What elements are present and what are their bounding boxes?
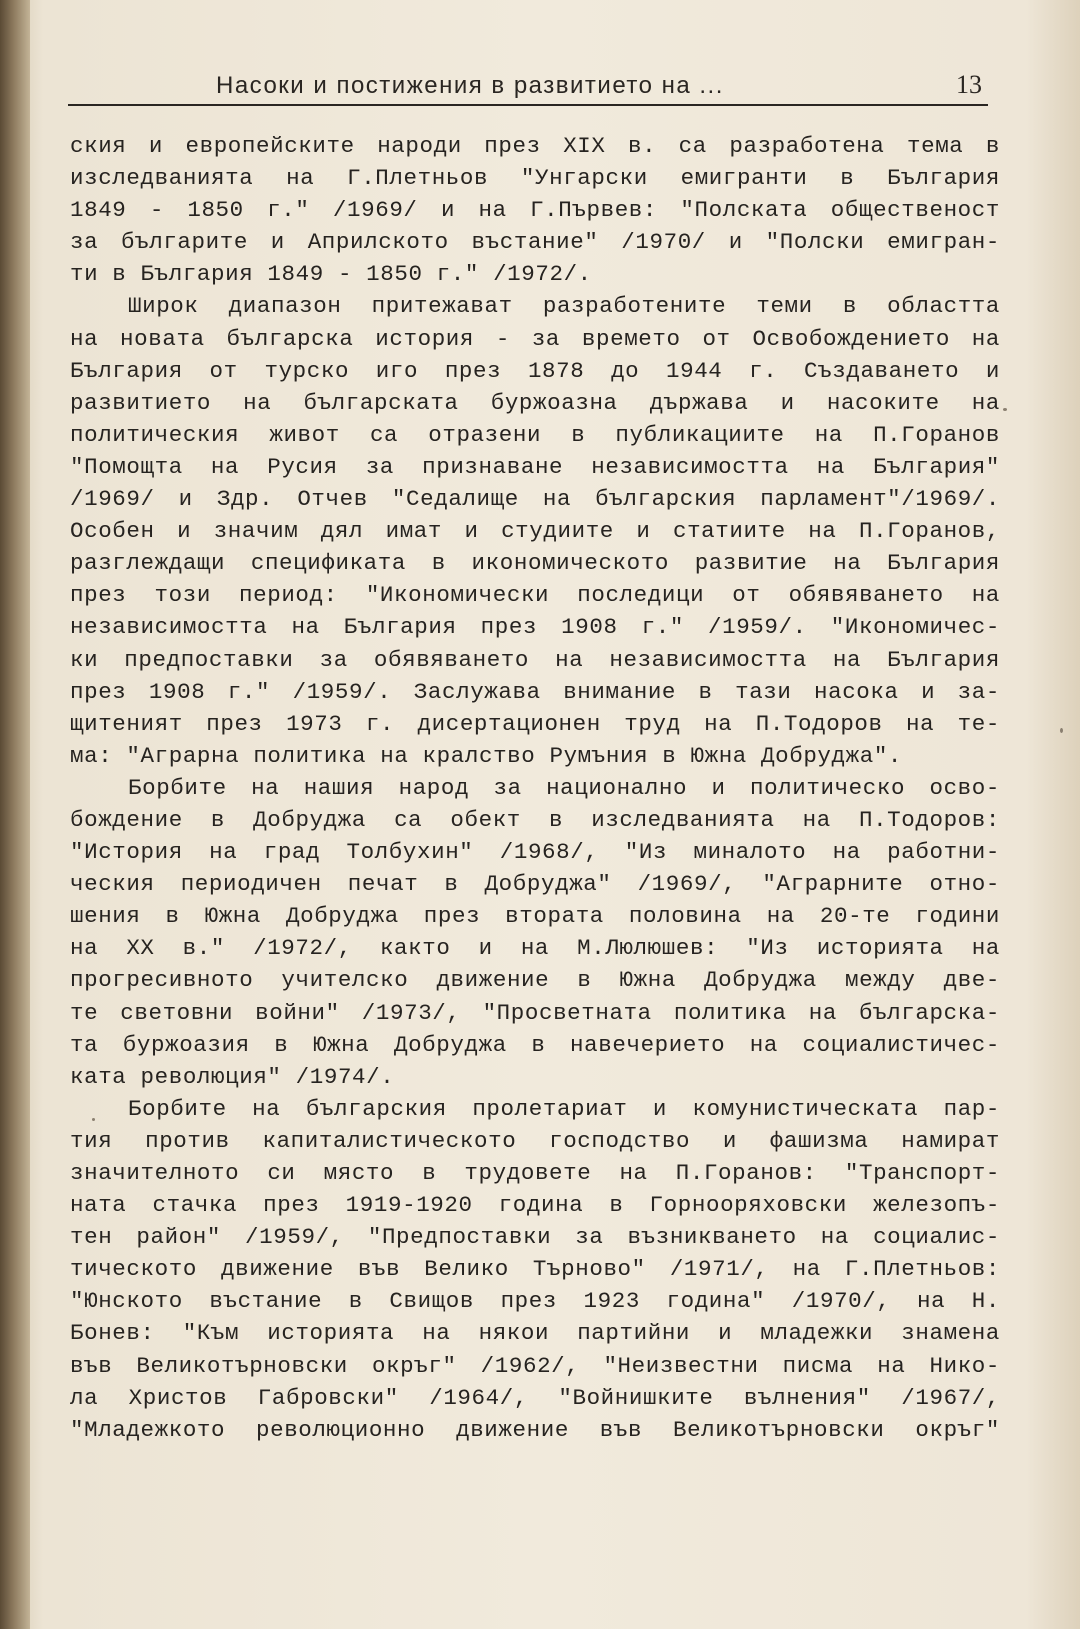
text-line: ки предпоставки за обявяването на независимостта на България: [70, 646, 1000, 673]
page-number: 13: [956, 70, 982, 99]
text-line: ла Христов Габровски" /1964/, "Войнишките вълнения" /1967/,: [70, 1384, 1000, 1411]
text-line: независимостта на България през 1908 г." /1959/. "Икономичес-: [70, 614, 1000, 641]
text-line: щитеният през 1973 г. дисертационен труд на П.Тодоров на те-: [70, 710, 1000, 737]
text-line: изследванията на Г.Плетньов "Унгарски емигранти в България: [70, 165, 1000, 192]
text-line: те световни войни" /1973/, "Просветната политика на българска-: [70, 999, 1000, 1026]
text-line: във Великотърновски окръг" /1962/, "Неизвестни писма на Нико-: [70, 1352, 1000, 1379]
text-line: развитието на българската буржоазна държава и насоките на: [70, 389, 1000, 416]
text-line: "Помощта на Русия за признаване независимостта на България": [70, 453, 1000, 480]
paper-speck: [1060, 728, 1063, 733]
text-line: та буржоазия в Южна Добруджа в навечерието на социалистичес-: [70, 1031, 1000, 1058]
text-line: бождение в Добруджа са обект в изследванията на П.Тодоров:: [70, 806, 1000, 833]
text-line: ческия периодичен печат в Добруджа" /1969/, "Аграрните отно-: [70, 871, 1000, 898]
text-line: политическия живот са отразени в публикациите на П.Горанов: [70, 421, 1000, 448]
text-line: Особен и значим дял имат и студиите и статиите на П.Горанов,: [70, 518, 1000, 545]
text-line: шения в Южна Добруджа през втората половина на 20-те години: [70, 903, 1000, 930]
text-line: Широк диапазон притежават разработените теми в областта: [128, 293, 1000, 320]
book-spine-shadow: [0, 0, 30, 1629]
text-line: ма: "Аграрна политика на кралство Румъния в Южна Добруджа".: [70, 742, 903, 769]
text-line: Борбите на българския пролетариат и комунистическата пар-: [128, 1095, 1000, 1122]
running-header: [68, 64, 988, 106]
text-line: тен район" /1959/, "Предпоставки за възникването на социалис-: [70, 1224, 1000, 1251]
text-line: Борбите на нашия народ за национално и политическо осво-: [128, 774, 1000, 801]
text-line: разглеждащи спецификата в икономическото развитие на България: [70, 550, 1000, 577]
text-line: на XX в." /1972/, както и на М.Люлюшев: "Из историята на: [70, 935, 1000, 962]
text-line: ната стачка през 1919-1920 година в Горнооряховски железопъ-: [70, 1192, 1000, 1219]
text-line: ти в България 1849 - 1850 г." /1972/.: [70, 261, 592, 288]
text-line: тия против капиталистическото господство и фашизма намират: [70, 1127, 1000, 1154]
text-line: /1969/ и Здр. Отчев "Седалище на българския парламент"/1969/.: [70, 486, 1000, 513]
text-line: България от турско иго през 1878 до 1944 г. Създаването и: [70, 357, 1000, 384]
text-line: Бонев: "Към историята на някои партийни и младежки знамена: [70, 1320, 1000, 1347]
text-line: ския и европейските народи през XIX в. са разработена тема в: [70, 133, 1000, 159]
text-line: "Младежкото революционно движение във Великотърновски окръг": [70, 1416, 1000, 1443]
text-line: ката революция" /1974/.: [70, 1063, 395, 1090]
paper-speck: [92, 1118, 95, 1121]
text-line: прогресивното учителско движение в Южна Добруджа между две-: [70, 967, 1000, 994]
text-line: "Юнското въстание в Свищов през 1923 година" /1970/, на Н.: [70, 1288, 1000, 1315]
running-title: Насоки и постижения в развитието на ...: [216, 72, 724, 99]
text-line: през 1908 г." /1959/. Заслужава внимание в тази насока и за-: [70, 678, 1000, 705]
body-text: [70, 130, 1000, 1446]
text-line: за българите и Априлското въстание" /1970/ и "Полски емигран-: [70, 229, 1000, 256]
text-line: значителното си място в трудовете на П.Горанов: "Транспорт-: [70, 1160, 1000, 1186]
paper-speck: [1003, 408, 1007, 411]
text-line: на новата българска история - за времето от Освобождението на: [70, 325, 1000, 352]
text-line: 1849 - 1850 г." /1969/ и на Г.Първев: "Полската общественост: [70, 197, 1000, 224]
text-line: тическото движение във Велико Търново" /1971/, на Г.Плетньов:: [70, 1256, 1000, 1283]
text-line: през този период: "Икономически последици от обявяването на: [70, 582, 1000, 609]
text-line: "История на град Толбухин" /1968/, "Из миналото на работни-: [70, 839, 1000, 866]
